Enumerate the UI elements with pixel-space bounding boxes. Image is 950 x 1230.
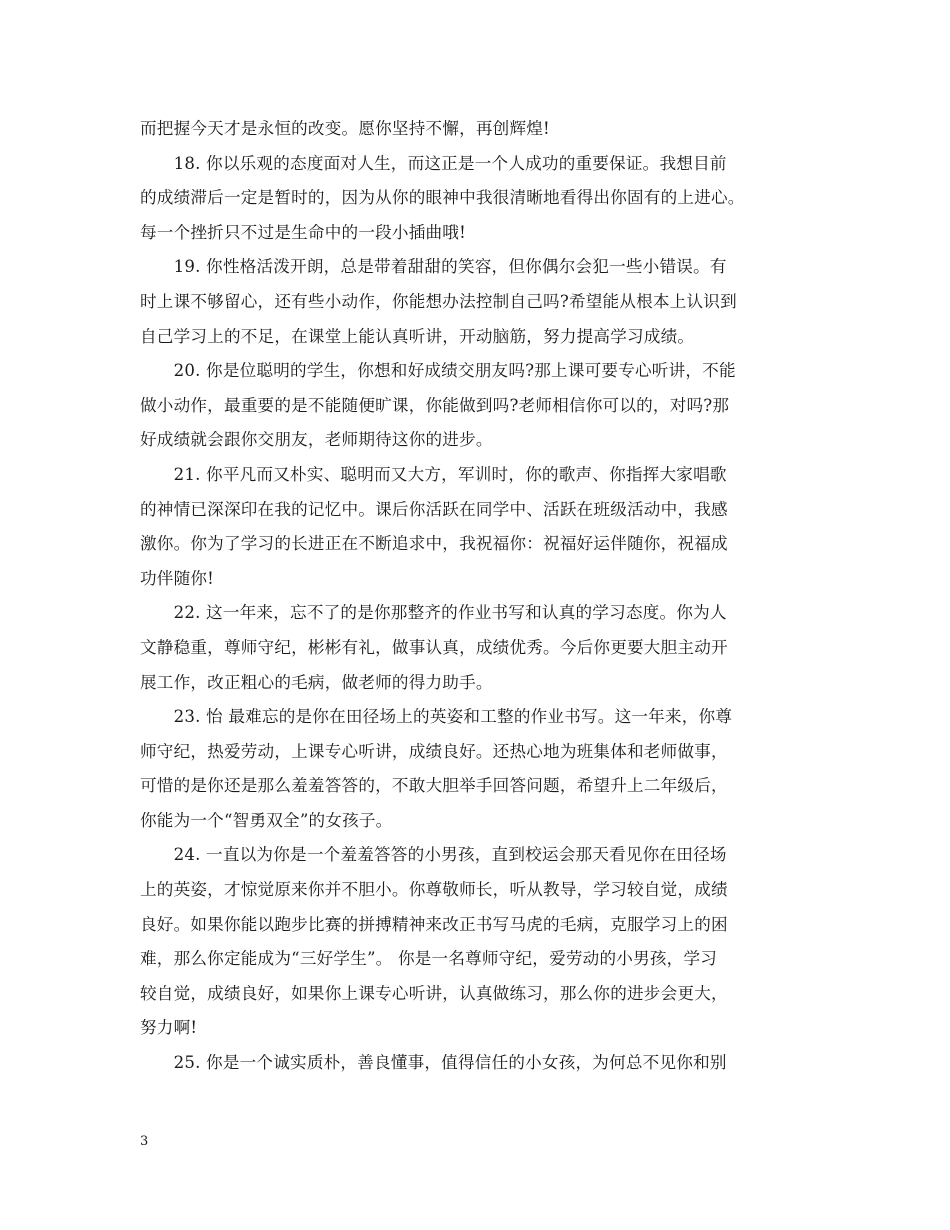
text-line: 功伴随你! (140, 568, 215, 588)
text-line: 20. 你是位聪明的学生，你想和好成绩交朋友吗?那上课可要专心听讲，不能 (140, 361, 736, 381)
text-line: 而把握今天才是永恒的改变。愿你坚持不懈，再创辉煌! (140, 119, 550, 138)
text-line: 较自觉，成绩良好，如果你上课专心听讲，认真做练习，那么你的进步会更大， (140, 983, 728, 1003)
page-number: 3 (140, 1134, 149, 1149)
text-line: 可惜的是你还是那么羞羞答答的，不敢大胆举手回答问题，希望升上二年级后， (140, 776, 728, 796)
text-line: 展工作，改正粗心的毛病，做老师的得力助手。 (140, 672, 493, 692)
text-line: 每一个挫折只不过是生命中的一段小插曲哦! (140, 222, 466, 242)
text-line: 努力啊! (140, 1018, 198, 1038)
text-line: 25. 你是一个诚实质朴，善良懂事，值得信任的小女孩，为何总不见你和别 (140, 1053, 727, 1073)
text-line: 好成绩就会跟你交朋友，老师期待这你的进步。 (140, 430, 493, 450)
text-line: 自己学习上的不足，在课堂上能认真听讲，开动脑筋，努力提高学习成绩。 (140, 326, 695, 346)
text-line: 的神情已深深印在我的记忆中。课后你活跃在同学中、活跃在班级活动中，我感 (140, 499, 728, 519)
text-line: 21. 你平凡而又朴实、聪明而又大方，军训时，你的歌声、你指挥大家唱歌 (140, 464, 727, 484)
text-line: 激你。你为了学习的长进正在不断追求中，我祝福你：祝福好运伴随你，祝福成 (140, 534, 728, 554)
text-line: 师守纪，热爱劳动，上课专心听讲，成绩良好。还热心地为班集体和老师做事， (140, 741, 728, 761)
text-line: 时上课不够留心，还有些小动作，你能想办法控制自己吗?希望能从根本上认识到 (140, 291, 737, 311)
text-line: 19. 你性格活泼开朗，总是带着甜甜的笑容，但你偶尔会犯一些小错误。有 (140, 257, 727, 277)
body-text (140, 112, 822, 1081)
text-line: 的成绩滞后一定是暂时的，因为从你的眼神中我很清晰地看得出你固有的上进心。 (140, 188, 745, 208)
text-line: 上的英姿，才惊觉原来你并不胆小。你尊敬师长，听从教导，学习较自觉，成绩 (140, 880, 728, 900)
text-line: 24. 一直以为你是一个羞羞答答的小男孩，直到校运会那天看见你在田径场 (140, 845, 727, 865)
text-line: 良好。如果你能以跑步比赛的拼搏精神来改正书写马虎的毛病，克服学习上的困 (140, 914, 728, 934)
text-line: 难，那么你定能成为“三好学生”。 你是一名尊师守纪，爱劳动的小男孩，学习 (140, 949, 718, 969)
text-line: 22. 这一年来，忘不了的是你那整齐的作业书写和认真的学习态度。你为人 (140, 603, 727, 623)
text-line: 18. 你以乐观的态度面对人生，而这正是一个人成功的重要保证。我想目前 (140, 153, 727, 173)
text-line: 文静稳重，尊师守纪，彬彬有礼，做事认真，成绩优秀。今后你更要大胆主动开 (140, 637, 728, 657)
text-line: 做小动作，最重要的是不能随便旷课，你能做到吗?老师相信你可以的，对吗?那 (140, 395, 730, 415)
text-line: 你能为一个“智勇双全”的女孩子。 (140, 810, 393, 830)
text-line: 23. 怡 最难忘的是你在田径场上的英姿和工整的作业书写。这一年来，你尊 (140, 707, 733, 727)
